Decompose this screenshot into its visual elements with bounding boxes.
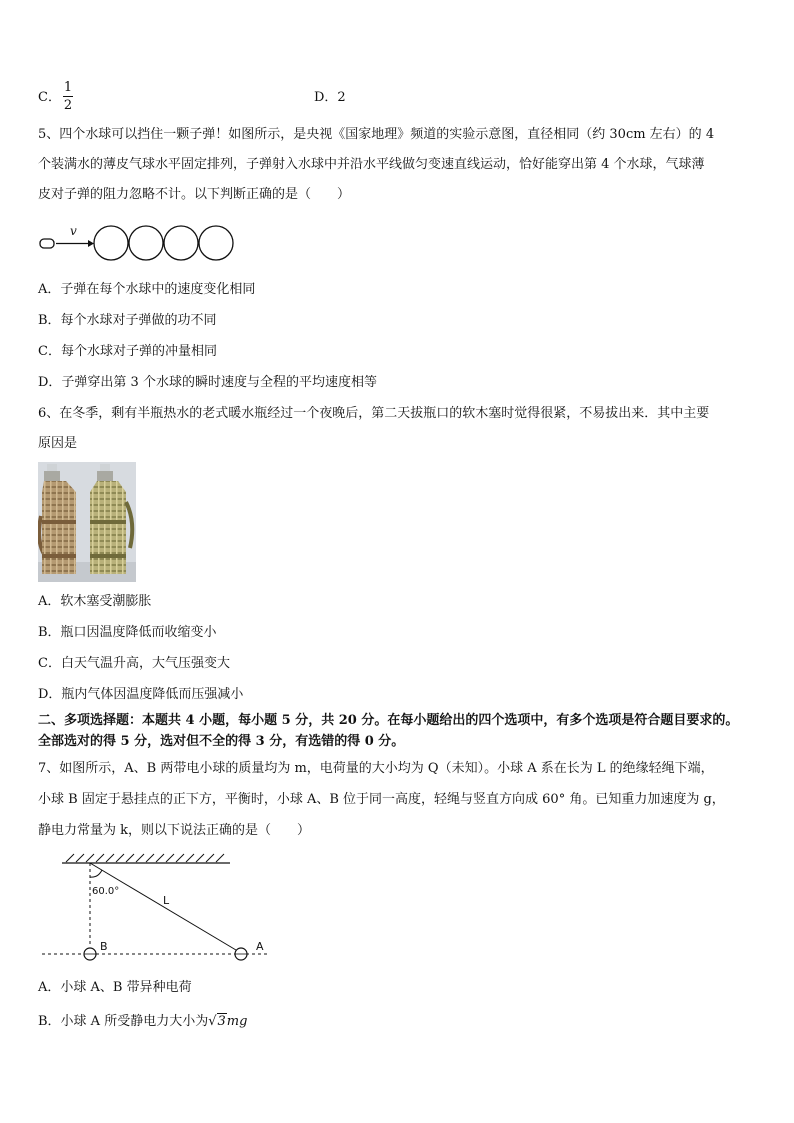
ball-b-label: B	[100, 940, 108, 953]
q7-option-b	[38, 1014, 247, 1030]
rope-line	[90, 863, 241, 953]
arrow-head-icon	[88, 240, 94, 247]
q5-stem-line2: 个装满水的薄皮气球水平固定排列，子弹射入水球中并沿水平线做匀变速直线运动，恰好能穿出第 4 个水球，气球薄	[38, 157, 705, 172]
velocity-label: v	[70, 224, 77, 238]
water-ball-4	[199, 226, 233, 260]
q4-option-d: D．2	[314, 90, 346, 105]
q5-stem-line1: 5、四个水球可以挡住一颗子弹！如图所示，是央视《国家地理》频道的实验示意图，直径相同（约 30cm 左右）的 4	[38, 127, 715, 142]
pendulum-diagram	[38, 850, 278, 965]
q5-option-a: A．子弹在每个水球中的速度变化相同	[38, 282, 256, 297]
sqrt-expression: √3	[208, 1014, 226, 1029]
angle-label: 60.0°	[92, 886, 120, 897]
q5-option-d: D．子弹穿出第 3 个水球的瞬时速度与全程的平均速度相等	[38, 375, 377, 390]
water-balls-diagram	[38, 222, 238, 264]
q6-option-b: B．瓶口因温度降低而收缩变小	[38, 625, 217, 640]
fraction-denominator: 2	[63, 98, 73, 113]
q6-option-c: C．白天气温升高，大气压强变大	[38, 656, 230, 671]
ceiling-hatch	[66, 854, 224, 862]
q6-stem-line2: 原因是	[38, 436, 78, 451]
bullet-icon	[40, 239, 54, 248]
fraction-numerator: 1	[63, 80, 73, 95]
q7-option-b-text: B．小球 A 所受静电力大小为	[38, 1014, 209, 1029]
q6-option-d: D．瓶内气体因温度降低而压强减小	[38, 687, 244, 702]
q4-option-c-fraction	[62, 80, 74, 113]
q7-stem-line2: 小球 B 固定于悬挂点的正下方，平衡时，小球 A、B 位于同一高度，轻绳与竖直方向成 60° 角。已知重力加速度为 g，	[38, 792, 725, 807]
q7-option-a: A．小球 A、B 带异种电荷	[38, 980, 192, 995]
q4-option-c-label: C．	[38, 90, 61, 105]
sqrt-radicand: 3	[217, 1014, 226, 1029]
section2-heading-line1: 二、多项选择题：本题共 4 小题，每小题 5 分，共 20 分。在每小题给出的四个选项中，有多个选项是符合题目要求的。	[38, 713, 739, 728]
water-ball-2	[129, 226, 163, 260]
ball-a-label: A	[256, 940, 264, 953]
angle-arc	[90, 870, 102, 877]
water-ball-1	[94, 226, 128, 260]
q5-option-c: C．每个水球对子弹的冲量相同	[38, 344, 217, 359]
q7-option-b-unit: mg	[226, 1014, 248, 1029]
thermos-photo	[38, 462, 136, 582]
q7-stem-line3: 静电力常量为 k，则以下说法正确的是（ ）	[38, 823, 311, 838]
section2-heading-line2: 全部选对的得 5 分，选对但不全的得 3 分，有选错的得 0 分。	[38, 734, 405, 749]
q5-option-b: B．每个水球对子弹做的功不同	[38, 313, 217, 328]
water-ball-3	[164, 226, 198, 260]
q5-stem-line3: 皮对子弹的阻力忽略不计。以下判断正确的是（ ）	[38, 187, 351, 202]
rope-label: L	[163, 894, 170, 907]
q7-stem-line1: 7、如图所示，A、B 两带电小球的质量均为 m，电荷量的大小均为 Q（未知）。小球 A 系在长为 L 的绝缘轻绳下端，	[38, 761, 714, 776]
q6-stem-line1: 6、在冬季，剩有半瓶热水的老式暖水瓶经过一个夜晚后，第二天拔瓶口的软木塞时觉得很紧，不易拔出来．其中主要	[38, 406, 710, 421]
q6-option-a: A．软木塞受潮膨胀	[38, 594, 152, 609]
